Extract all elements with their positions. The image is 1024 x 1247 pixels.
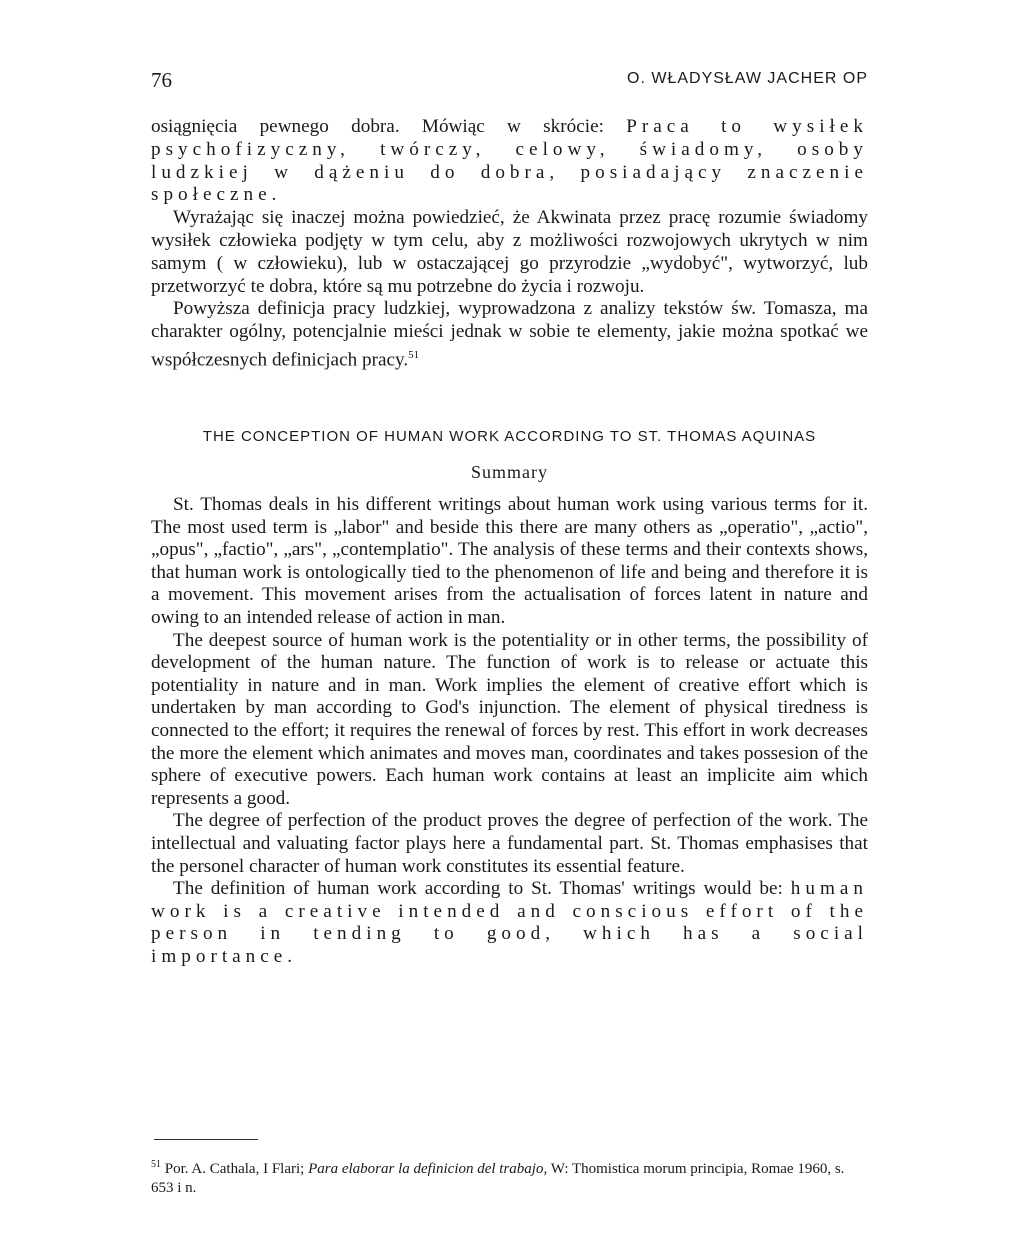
summary-heading: Summary bbox=[471, 462, 548, 482]
footnote-reference: 51 bbox=[408, 348, 420, 361]
paragraph-text: Powyższa definicja pracy ludzkiej, wyprowadzona z analizy tekstów św. Tomasza, ma charakter ogólny, potencjalnie mieści jednak w sobie te elementy, jakie można spotkać we współczesnych definicjach pracy. bbox=[151, 298, 868, 371]
paragraph-text: osiągnięcia pewnego dobra. Mówiąc w skrócie: bbox=[151, 116, 627, 137]
footnote-authors: Por. A. Cathala, I Flari; bbox=[164, 1161, 305, 1177]
section-title: THE CONCEPTION OF HUMAN WORK ACCORDING TO ST. THOMAS AQUINAS bbox=[202, 428, 817, 445]
paragraph: St. Thomas deals in his different writings about human work using various terms for it. The most used term is „labor" and beside this there are many others as „operatio", „actio", „opus", „factio", „ars", „contemplatio". The analysis of these terms and their contexts shows, that human work is ontologically tied to the phenomenon of life and being and therefore it is a movement. This movement arises from the actualisation of forces latent in nature and owing to an intended release of action in man. bbox=[151, 494, 868, 628]
footnote-mark: 51 bbox=[151, 1159, 161, 1170]
paragraph bbox=[151, 878, 868, 968]
summary-body bbox=[151, 494, 868, 968]
paragraph: The deepest source of human work is the potentiality or in other terms, the possibility of development of the human nature. The function of work is to release or actuate this potentiality in nature and in man. Work implies the element of creative effort which is undertaken by man according to God's injunction. The element of physical tiredness is connected to the effort; it requires the renewal of forces by rest. This effort in work decreases the more the element which animates and moves man, coordinates and takes possesion of the sphere of executive powers. Each human work contains at least an implicite aim which represents a good. bbox=[151, 629, 868, 809]
definition-spaced-text: human work is a creative intended and conscious effort of the person in tending to good, which has a social importance. bbox=[151, 878, 868, 967]
paragraph: Wyrażając się inaczej można powiedzieć, że Akwinata przez pracę rozumie świadomy wysiłek człowieka podjęty w tym celu, aby z możliwości rozwojowych ukrytych w nim samym ( w człowieku), lub w ostaczającej go przyrodzie „wydobyć", wytworzyć, lub przetworzyć te dobra, które są mu potrzebne do życia i rozwoju. bbox=[151, 207, 868, 297]
paragraph-text: The definition of human work according to St. Thomas' writings would be: bbox=[173, 878, 791, 900]
page-header bbox=[151, 68, 868, 98]
footnote-rest: W: Thomistica morum principia, Romae 1960, s. 653 i n. bbox=[151, 1161, 845, 1196]
paragraph bbox=[151, 116, 868, 207]
page-number: 76 bbox=[151, 68, 172, 92]
footnote bbox=[151, 1155, 868, 1198]
paragraph bbox=[151, 298, 868, 372]
running-head: O. WŁADYSŁAW JACHER OP bbox=[627, 70, 868, 87]
polish-body bbox=[151, 116, 868, 372]
footnote-divider bbox=[154, 1139, 258, 1140]
paragraph: The degree of perfection of the product proves the degree of perfection of the work. The intellectual and valuating factor plays here a fundamental part. St. Thomas emphasises that the personel character of human work constitutes its essential feature. bbox=[151, 810, 868, 877]
footnote-title: Para elaborar la definicion del trabajo, bbox=[308, 1161, 548, 1177]
definition-spaced-text: Praca to wysiłek psychofizyczny, twórczy, celowy, świadomy, osoby ludzkiej w dążeniu do dobra, posiadający znaczenie społeczne. bbox=[151, 116, 868, 206]
